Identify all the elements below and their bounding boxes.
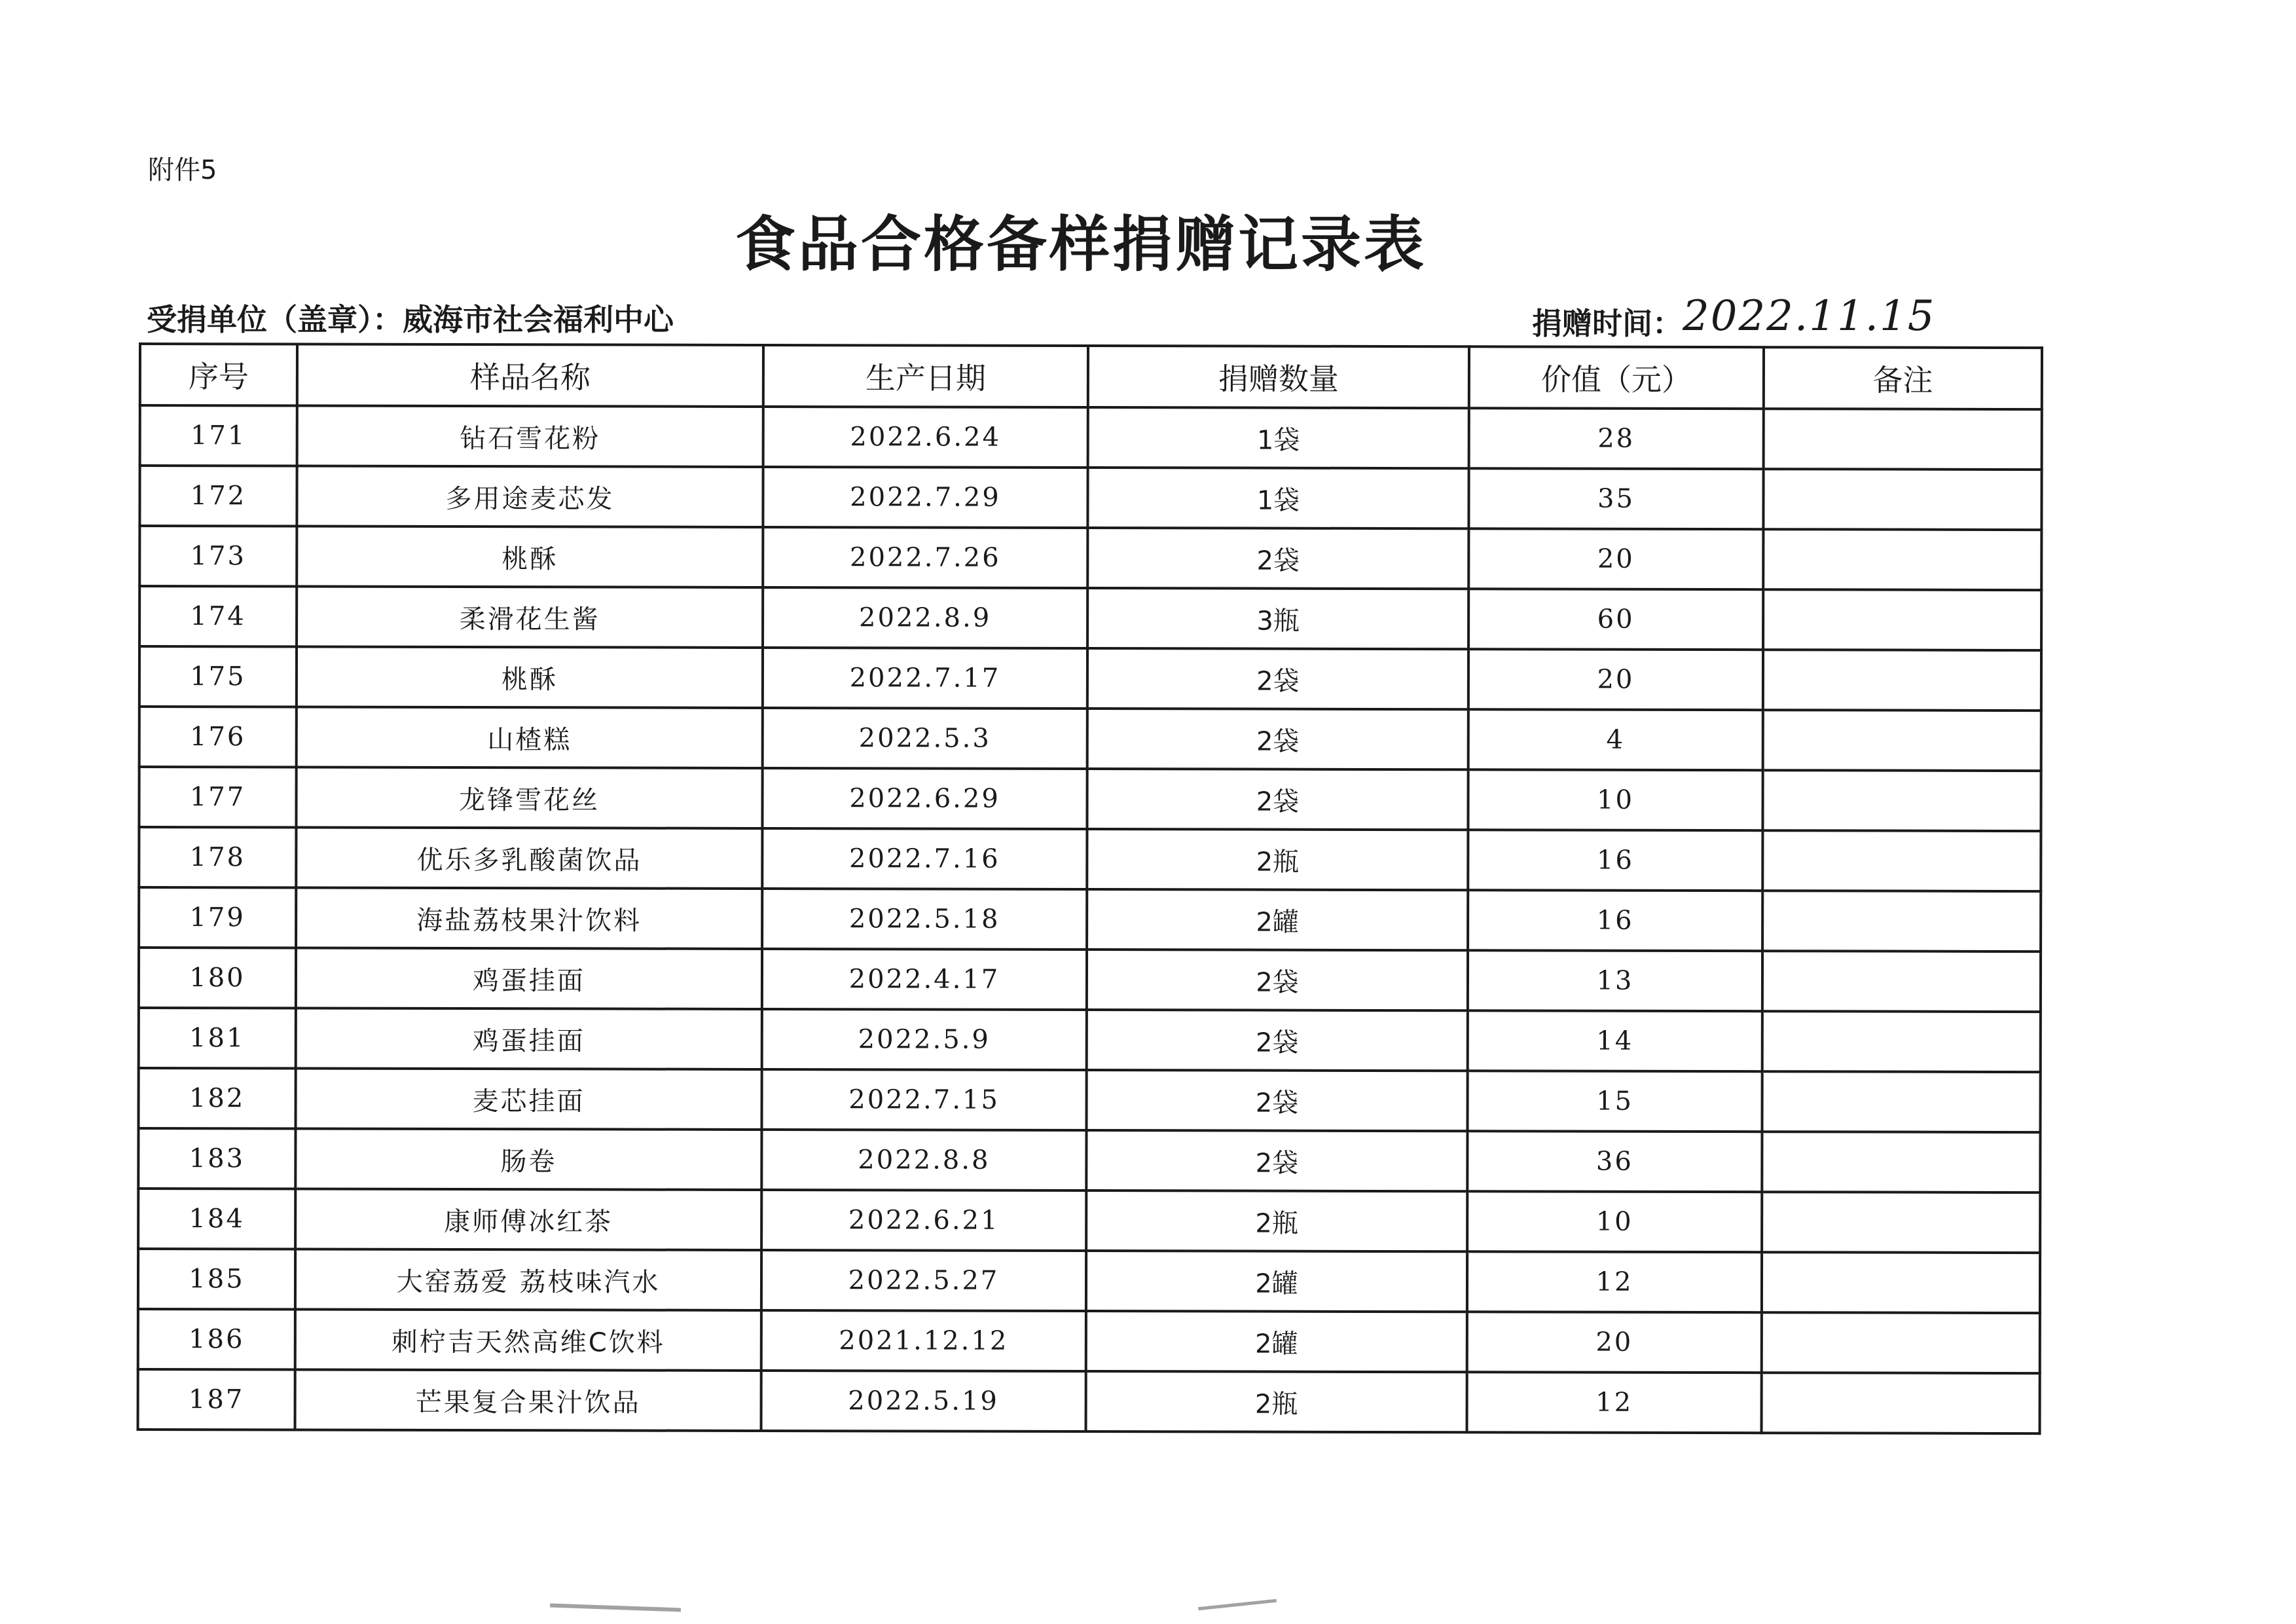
cell-note: [1762, 1252, 2040, 1313]
cell-production-date: 2022.5.19: [761, 1371, 1086, 1431]
table-row: [138, 1369, 2040, 1433]
cell-sample-name: 刺柠吉天然高维C饮料: [295, 1310, 761, 1371]
cell-value: 15: [1467, 1071, 1762, 1132]
cell-production-date: 2022.6.29: [762, 768, 1087, 829]
cell-production-date: 2022.5.3: [763, 708, 1087, 769]
scan-artifact-right: [1198, 1599, 1277, 1611]
cell-value: 12: [1467, 1251, 1762, 1312]
table-row: [138, 1249, 2040, 1313]
cell-note: [1762, 830, 2041, 891]
donation-time-handwritten-value: 2022.11.15: [1683, 292, 1936, 341]
cell-sample-name: 多用途麦芯发: [297, 466, 763, 527]
recipient-label: 受捐单位（盖章）：: [147, 302, 403, 337]
cell-quantity: 2袋: [1086, 1070, 1467, 1131]
cell-value: 10: [1467, 1191, 1762, 1252]
cell-sample-name: 鸡蛋挂面: [296, 1008, 762, 1069]
cell-seq: 175: [139, 646, 297, 707]
cell-production-date: 2022.7.15: [761, 1069, 1086, 1130]
cell-note: [1763, 589, 2041, 650]
recipient-line: [147, 296, 674, 339]
cell-sample-name: 山楂糕: [297, 707, 763, 768]
cell-value: 20: [1467, 1312, 1762, 1373]
cell-value: 35: [1468, 468, 1763, 529]
table-row: [139, 948, 2041, 1012]
cell-note: [1763, 529, 2041, 590]
cell-note: [1764, 409, 2042, 470]
cell-quantity: 2瓶: [1086, 1190, 1467, 1251]
table-row: [139, 586, 2041, 650]
cell-note: [1762, 1312, 2040, 1373]
cell-note: [1762, 891, 2041, 951]
cell-value: 4: [1468, 709, 1763, 770]
table-row: [138, 1189, 2040, 1253]
cell-value: 16: [1468, 890, 1762, 951]
cell-note: [1762, 1373, 2040, 1433]
table-row: [139, 526, 2041, 590]
cell-production-date: 2022.5.27: [761, 1250, 1086, 1311]
cell-sample-name: 康师傅冰红茶: [295, 1189, 761, 1250]
cell-note: [1762, 770, 2041, 831]
cell-quantity: 2罐: [1086, 1311, 1467, 1372]
cell-seq: 174: [139, 586, 297, 647]
cell-quantity: 2袋: [1087, 1010, 1468, 1071]
cell-sample-name: 桃酥: [297, 526, 763, 587]
table-row: [138, 1128, 2040, 1192]
cell-value: 20: [1468, 528, 1763, 589]
cell-quantity: 2袋: [1087, 648, 1468, 709]
annex-label: 附件5: [148, 155, 217, 185]
cell-value: 16: [1468, 830, 1762, 891]
cell-sample-name: 桃酥: [297, 647, 763, 708]
cell-value: 12: [1467, 1372, 1762, 1433]
cell-seq: 180: [139, 948, 296, 1008]
header-production-date: 生产日期: [763, 345, 1088, 407]
cell-seq: 186: [138, 1309, 295, 1370]
cell-production-date: 2022.7.17: [763, 648, 1087, 709]
cell-quantity: 2罐: [1087, 889, 1468, 950]
cell-note: [1763, 469, 2041, 530]
cell-quantity: 2袋: [1087, 528, 1468, 589]
cell-sample-name: 肠卷: [295, 1129, 761, 1190]
cell-seq: 176: [139, 707, 297, 767]
cell-quantity: 2袋: [1087, 950, 1468, 1010]
cell-seq: 181: [139, 1008, 296, 1069]
cell-value: 14: [1468, 1010, 1762, 1071]
table-row: [140, 405, 2042, 470]
cell-seq: 173: [139, 526, 297, 587]
cell-quantity: 1袋: [1088, 407, 1469, 468]
cell-sample-name: 芒果复合果汁饮品: [295, 1370, 761, 1431]
cell-value: 10: [1468, 769, 1762, 830]
scan-artifact-left: [550, 1604, 681, 1612]
cell-seq: 171: [140, 405, 297, 466]
table-row: [139, 827, 2041, 891]
cell-production-date: 2022.6.24: [763, 407, 1088, 468]
cell-seq: 179: [139, 887, 296, 948]
donation-records-table: [137, 342, 2043, 1435]
cell-seq: 184: [138, 1189, 295, 1249]
cell-note: [1762, 1071, 2040, 1132]
cell-quantity: 2袋: [1087, 709, 1468, 769]
table-body: [138, 405, 2042, 1433]
cell-production-date: 2022.8.8: [761, 1130, 1086, 1190]
cell-quantity: 2瓶: [1087, 829, 1468, 890]
cell-production-date: 2022.8.9: [763, 587, 1087, 648]
cell-production-date: 2022.5.9: [762, 1009, 1087, 1070]
cell-value: 20: [1468, 649, 1763, 710]
table-row: [139, 466, 2041, 530]
cell-seq: 178: [139, 827, 296, 888]
cell-value: 60: [1468, 589, 1763, 650]
cell-seq: 185: [138, 1249, 295, 1310]
cell-quantity: 3瓶: [1087, 588, 1468, 649]
header-value: 价值（元）: [1469, 346, 1764, 409]
cell-seq: 187: [138, 1369, 295, 1430]
cell-sample-name: 柔滑花生酱: [297, 587, 763, 648]
donation-time-line: [1532, 292, 1936, 344]
cell-production-date: 2021.12.12: [761, 1310, 1086, 1371]
cell-value: 13: [1468, 950, 1762, 1011]
cell-quantity: 2袋: [1087, 769, 1468, 830]
cell-sample-name: 优乐多乳酸菌饮品: [296, 828, 762, 889]
cell-note: [1762, 1192, 2040, 1253]
cell-sample-name: 钻石雪花粉: [297, 406, 763, 467]
cell-production-date: 2022.4.17: [762, 949, 1087, 1010]
cell-production-date: 2022.7.26: [763, 527, 1087, 588]
cell-production-date: 2022.6.21: [761, 1190, 1086, 1251]
cell-quantity: 1袋: [1087, 468, 1468, 528]
table-row: [138, 1068, 2040, 1132]
cell-seq: 182: [138, 1068, 295, 1129]
header-quantity: 捐赠数量: [1088, 346, 1469, 408]
table-row: [139, 646, 2041, 710]
cell-sample-name: 海盐荔枝果汁饮料: [296, 888, 762, 949]
page-title: 食品合格备样捐赠记录表: [735, 209, 1427, 280]
cell-seq: 183: [138, 1128, 295, 1189]
cell-value: 28: [1469, 408, 1764, 469]
cell-sample-name: 大窑荔爱 荔枝味汽水: [295, 1249, 761, 1310]
cell-production-date: 2022.7.29: [763, 467, 1087, 528]
table-row: [138, 1309, 2040, 1373]
cell-sample-name: 龙锋雪花丝: [296, 767, 762, 828]
cell-sample-name: 麦芯挂面: [295, 1069, 761, 1130]
cell-production-date: 2022.5.18: [762, 889, 1087, 950]
cell-quantity: 2袋: [1086, 1130, 1467, 1191]
header-note: 备注: [1764, 347, 2042, 409]
cell-note: [1762, 1011, 2041, 1072]
cell-note: [1763, 710, 2041, 771]
cell-production-date: 2022.7.16: [762, 828, 1087, 889]
recipient-value: 威海市社会福利中心: [403, 302, 674, 337]
cell-sample-name: 鸡蛋挂面: [296, 948, 762, 1009]
header-sample-name: 样品名称: [297, 344, 763, 407]
cell-seq: 172: [139, 466, 297, 526]
cell-note: [1762, 951, 2041, 1012]
cell-seq: 177: [139, 767, 296, 828]
cell-quantity: 2瓶: [1086, 1371, 1467, 1432]
header-seq: 序号: [140, 344, 297, 406]
table-row: [139, 1008, 2041, 1072]
cell-quantity: 2罐: [1086, 1251, 1467, 1312]
table-header-row: [140, 344, 2042, 409]
table-row: [139, 707, 2041, 771]
table-row: [139, 887, 2041, 951]
cell-note: [1763, 650, 2041, 710]
donation-time-label: 捐赠时间：: [1532, 306, 1683, 341]
cell-value: 36: [1467, 1131, 1762, 1192]
cell-note: [1762, 1132, 2040, 1192]
table-row: [139, 767, 2041, 831]
